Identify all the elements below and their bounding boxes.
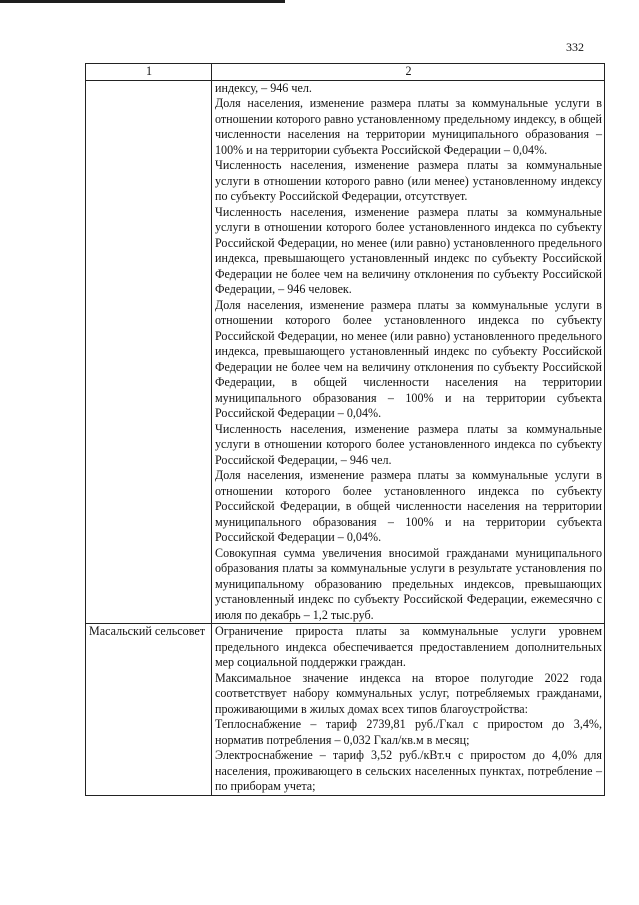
paragraph: Теплоснабжение – тариф 2739,81 руб./Гкал с приростом до 3,4%, норматив потребления – 0,032 Гкал/кв.м в месяц;: [215, 717, 602, 747]
paragraph: индексу, – 946 чел.: [215, 80, 312, 95]
table-row: [86, 624, 605, 796]
row-content-cell: [212, 624, 605, 796]
row-content-cell: [212, 80, 605, 624]
table-header-row: [86, 64, 605, 81]
table-row: [86, 80, 605, 624]
row-label-cell: [86, 80, 212, 624]
paragraph: Доля населения, изменение размера платы за коммунальные услуги в отношении которого более установленного индекса по субъекту Российской Федерации, в общей численности населения на территории муниципального образования – 100% и на территории субъекта Российской Федерации – 0,04%.: [215, 468, 602, 544]
header-col-2: 2: [212, 64, 605, 81]
document-table: [85, 63, 605, 796]
paragraph: Максимальное значение индекса на второе полугодие 2022 года соответствует набору коммунальных услуг, потребляемых гражданами, проживающими в жилых домах всех типов благоустройства:: [215, 670, 602, 716]
page-number: 332: [566, 40, 584, 54]
paragraph: Доля населения, изменение размера платы за коммунальные услуги в отношении которого более установленного индекса по субъекту Российской Федерации, но менее (или равно) установленного предельного индекса, превышающего установленный индекс по субъекту Российской Федерации не более чем на величину отклонения по субъекту Российской Федерации, в общей численности населения на территории муниципального образования – 100% и на территории субъекта Российской Федерации – 0,04%.: [215, 297, 602, 420]
paragraph: Численность населения, изменение размера платы за коммунальные услуги в отношении которого более установленного индекса по субъекту Российской Федерации, – 946 чел.: [215, 421, 602, 467]
header-col-1: 1: [86, 64, 212, 81]
paragraph: Совокупная сумма увеличения вносимой гражданами муниципального образования платы за коммунальные услуги в результате установления по муниципальному образованию предельных индексов, превышающих установленный индекс по субъекту Российской Федерации, ежемесячно с июля по декабрь – 1,2 тыс.руб.: [215, 545, 602, 622]
paragraph: Доля населения, изменение размера платы за коммунальные услуги в отношении которого равно установленному предельному индексу, в общей численности населения на территории муниципального образования – 100% и на территории субъекта Российской Федерации – 0,04%.: [215, 96, 602, 157]
paragraph: Электроснабжение – тариф 3,52 руб./кВт.ч с приростом до 4,0% для населения, проживающего в сельских населенных пунктах, потребление – по приборам учета;: [215, 748, 602, 793]
paragraph: Ограничение прироста платы за коммунальные услуги уровнем предельного индекса обеспечивается предоставлением дополнительных мер социальной поддержки граждан.: [215, 624, 602, 669]
row-label-cell: Масальский сельсовет: [86, 624, 212, 796]
paragraph: Численность населения, изменение размера платы за коммунальные услуги в отношении которого более установленного индекса по субъекту Российской Федерации, но менее (или равно) установленного предельного индекса, превышающего установленный индекс по субъекту Российской Федерации не более чем на величину отклонения по субъекту Российской Федерации, – 946 человек.: [215, 204, 602, 296]
paragraph: Численность населения, изменение размера платы за коммунальные услуги в отношении которого равно (или менее) установленному индексу по субъекту Российской Федерации, отсутствует.: [215, 158, 602, 203]
top-scan-edge-line: [0, 0, 285, 3]
